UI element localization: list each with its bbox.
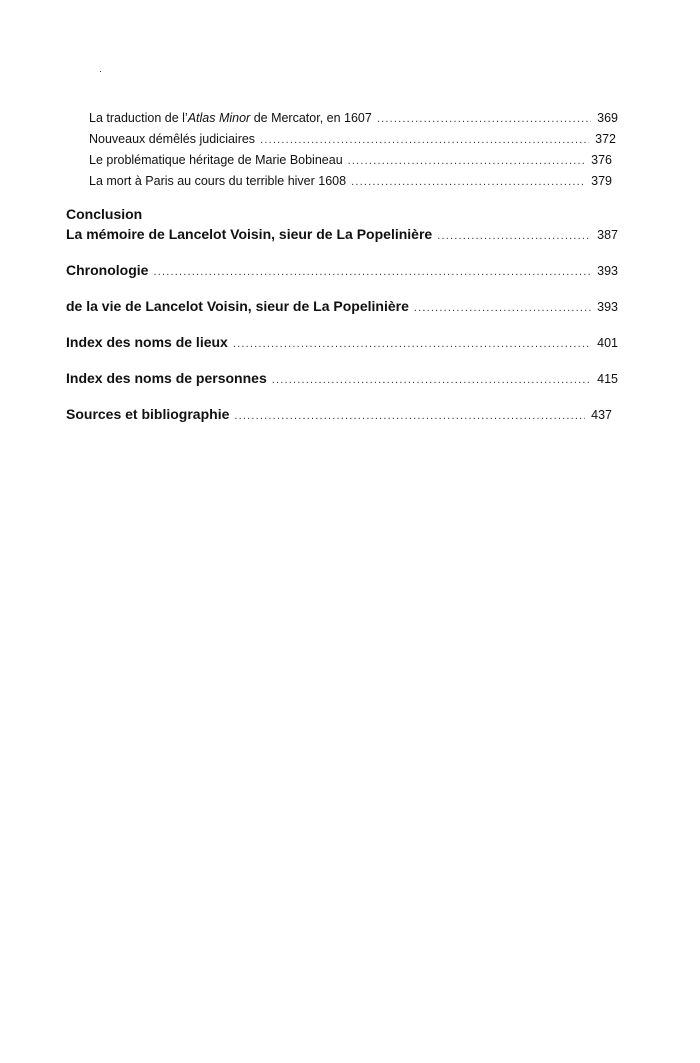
toc-entry-title: Sources et bibliographie (66, 406, 230, 422)
toc-page-number: 372 (595, 132, 616, 146)
table-of-contents (66, 108, 618, 426)
dot-leader (234, 406, 585, 426)
toc-entry-title: Nouveaux démêlés judiciaires (89, 132, 256, 146)
toc-entry-memoire (66, 224, 618, 246)
dot-leader (153, 262, 591, 282)
stray-mark: · (99, 66, 102, 76)
toc-entry-demeles-judiciaires (66, 129, 618, 150)
toc-entry-title: de la vie de Lancelot Voisin, sieur de La Popelinière (66, 298, 409, 314)
toc-entry-title: Le problématique héritage de Marie Bobineau (89, 153, 343, 167)
toc-entry-title: Index des noms de lieux (66, 334, 228, 350)
toc-page-number: 369 (597, 111, 618, 125)
toc-entry-title: La mort à Paris au cours du terrible hiver 1608 (89, 174, 347, 188)
toc-entry-sources (66, 404, 618, 426)
dot-leader (437, 226, 591, 246)
toc-heading-conclusion: Conclusion (66, 206, 143, 222)
toc-entry-title: La traduction de l’Atlas Minor de Mercator, en 1607 (89, 111, 372, 125)
toc-entry-mort-paris (66, 171, 618, 192)
toc-page-number: 379 (591, 174, 612, 188)
toc-entry-vie-lancelot (66, 296, 618, 318)
toc-page-number: 387 (597, 228, 618, 242)
dot-leader (414, 298, 591, 318)
toc-page-number: 376 (591, 153, 612, 167)
toc-entry-title: Chronologie (66, 262, 149, 278)
dot-leader (377, 109, 591, 129)
toc-page-number: 393 (597, 264, 618, 278)
dot-leader (348, 151, 585, 171)
toc-page-number: 401 (597, 336, 618, 350)
dot-leader (272, 370, 591, 390)
toc-entry-heritage-bobineau (66, 150, 618, 171)
toc-entry-index-personnes (66, 368, 618, 390)
dot-leader (351, 172, 585, 192)
toc-page-number: 393 (597, 300, 618, 314)
toc-page-number: 415 (597, 372, 618, 386)
toc-entry-title: Index des noms de personnes (66, 370, 267, 386)
toc-entry-index-lieux (66, 332, 618, 354)
dot-leader (260, 130, 589, 150)
toc-entry-chronologie (66, 260, 618, 282)
toc-entry-title: La mémoire de Lancelot Voisin, sieur de La Popelinière (66, 226, 433, 242)
toc-page-number: 437 (591, 408, 612, 422)
toc-entry-atlas-minor (66, 108, 618, 129)
dot-leader (233, 334, 591, 354)
